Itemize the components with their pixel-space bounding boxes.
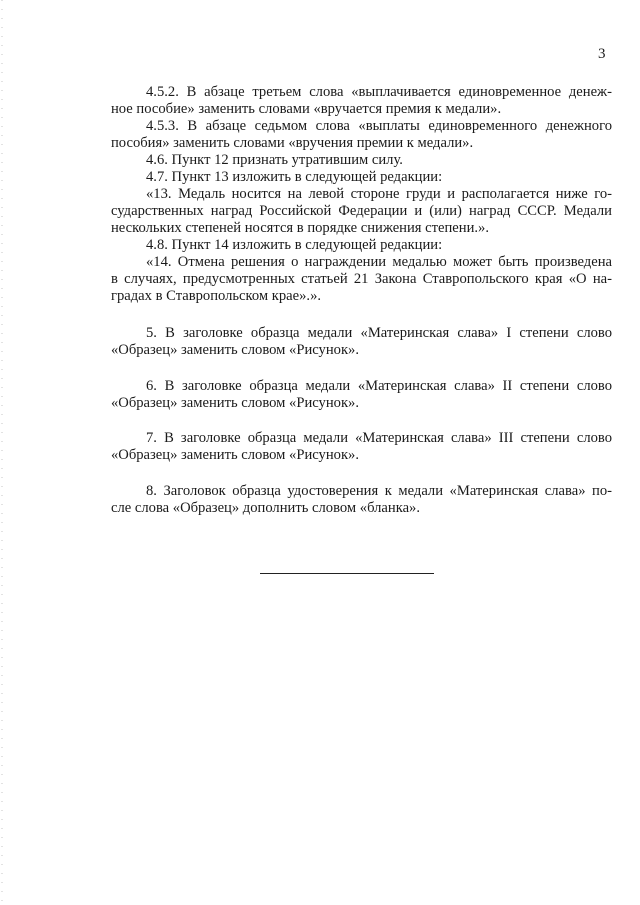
paragraph-14-line-2: в случаях, предусмотренных статьей 21 Закона Ставропольского края «О на- (111, 271, 612, 287)
closing-rule (260, 573, 434, 574)
paragraph-13-line-3: нескольких степеней носятся в порядке снижения степени.». (111, 220, 489, 236)
paragraph-6-line-1: 6. В заголовке образца медали «Материнская слава» II степени слово (146, 378, 612, 394)
paragraph-13-line-1: «13. Медаль носится на левой стороне груди и располагается ниже го- (146, 186, 612, 202)
page-number: 3 (598, 46, 606, 62)
paragraph-7-line-1: 7. В заголовке образца медали «Материнская слава» III степени слово (146, 430, 612, 446)
paragraph-4-5-2-line-2: ное пособие» заменить словами «вручается премия к медали». (111, 101, 502, 117)
paragraph-8-line-1: 8. Заголовок образца удостоверения к медали «Материнская слава» по- (146, 483, 612, 499)
paragraph-4-5-3-line-1: 4.5.3. В абзаце седьмом слова «выплаты единовременного денежного (146, 118, 612, 134)
paragraph-6-line-2: «Образец» заменить словом «Рисунок». (111, 395, 359, 411)
paragraph-4-5-3-line-2: пособия» заменить словами «вручения премии к медали». (111, 135, 474, 151)
paragraph-4-6: 4.6. Пункт 12 признать утратившим силу. (146, 152, 403, 168)
scan-edge-artifact (1, 0, 3, 905)
paragraph-14-line-3: градах в Ставропольском крае».». (111, 288, 322, 304)
paragraph-13-line-2: сударственных наград Российской Федерации и (или) наград СССР. Медали (111, 203, 612, 219)
paragraph-14-line-1: «14. Отмена решения о награждении медалью может быть произведена (146, 254, 612, 270)
paragraph-5-line-2: «Образец» заменить словом «Рисунок». (111, 342, 359, 358)
paragraph-4-8: 4.8. Пункт 14 изложить в следующей редакции: (146, 237, 443, 253)
paragraph-4-7: 4.7. Пункт 13 изложить в следующей редакции: (146, 169, 443, 185)
paragraph-7-line-2: «Образец» заменить словом «Рисунок». (111, 447, 359, 463)
paragraph-8-line-2: сле слова «Образец» дополнить словом «бланка». (111, 500, 420, 516)
paragraph-4-5-2-line-1: 4.5.2. В абзаце третьем слова «выплачивается единовременное денеж- (146, 84, 612, 100)
paragraph-5-line-1: 5. В заголовке образца медали «Материнская слава» I степени слово (146, 325, 612, 341)
